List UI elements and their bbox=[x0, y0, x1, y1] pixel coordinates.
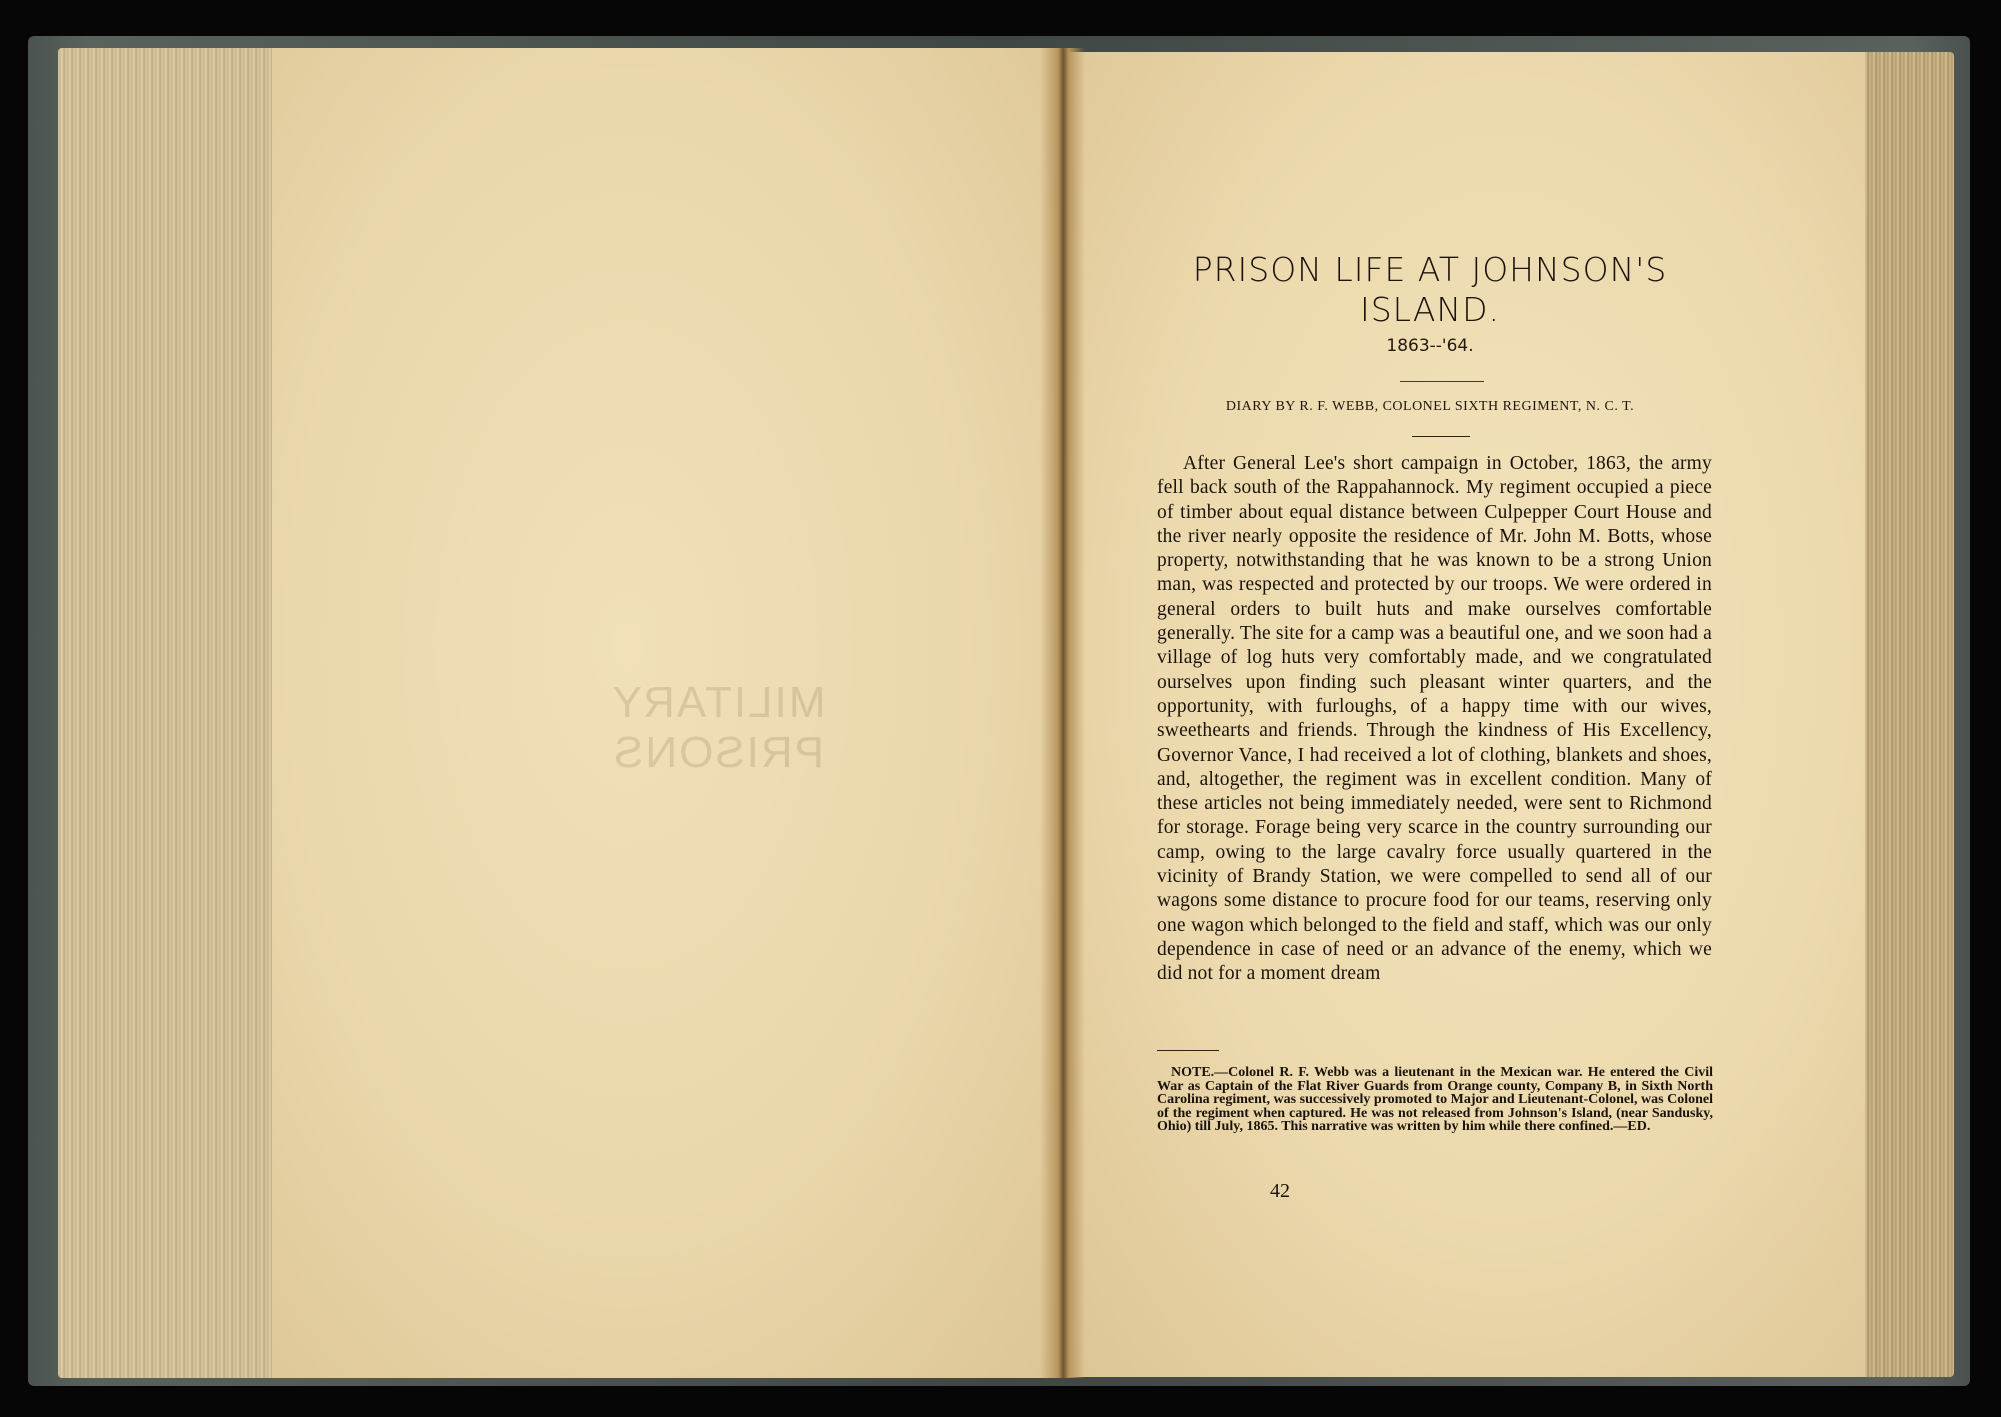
chapter-years: 1863--'64. bbox=[1386, 336, 1474, 356]
page-number: 42 bbox=[1270, 1180, 1290, 1202]
book-gutter bbox=[1040, 48, 1085, 1378]
body-paragraph: After General Lee's short campaign in October, 1863, the army fell back south of the Rappahannock. My regiment occupied a piece of timber about equal distance between Culpepper Court House and the river nearly opposite the residence of Mr. John M. Botts, whose property, notwithstanding that he was known to be a strong Union man, was respected and protected by our troops. We were ordered in general orders to built huts and make ourselves comfortable generally. The site for a camp was a beautiful one, and we soon had a village of log huts very comfortably made, and we congratulated ourselves upon finding such pleasant winter quarters, and the opportunity, with furloughs, of a happy time with our wives, sweethearts and friends. Through the kindness of His Excellency, Governor Vance, I had received a lot of clothing, blankets and shoes, and, altogether, the regiment was in excellent condition. Many of these articles not being immediately needed, were sent to Richmond for storage. Forage being very scarce in the country surrounding our camp, owing to the large cavalry force usually quartered in the vicinity of Brandy Station, we were compelled to send all of our wagons some distance to procure food for our teams, reserving only one wagon which belonged to the field and staff, which was our only dependence in case of need or an advance of the enemy, which we did not for a moment dream bbox=[1157, 453, 1712, 985]
show-through-heading: MILITARY PRISONS bbox=[610, 678, 826, 777]
title-rule bbox=[1400, 381, 1484, 382]
left-page-edges bbox=[58, 48, 273, 1378]
footnote: NOTE.—Colonel R. F. Webb was a lieutenant in the Mexican war. He entered the Civil War as Captain of the Flat River Guards from Orange county, Company B, in Sixth North Carolina regiment, was successively promoted to Major and Lieutenant-Colonel, was Colonel of the regiment when captured. He was not released from Johnson's Island, (near Sandusky, Ohio) till July, 1865. This narrative was written by him while there confined.—ED. bbox=[1157, 1065, 1713, 1135]
chapter-title-line-1: PRISON LIFE AT JOHNSON'S bbox=[1192, 250, 1668, 289]
chapter-title bbox=[1150, 250, 1710, 330]
right-page-edges bbox=[1862, 52, 1954, 1377]
byline-rule bbox=[1412, 436, 1470, 437]
chapter-title-line-2: ISLAND. bbox=[1360, 290, 1500, 329]
footnote-rule bbox=[1157, 1050, 1219, 1051]
chapter-byline: DIARY BY R. F. WEBB, COLONEL SIXTH REGIMENT, N. C. T. bbox=[1225, 399, 1635, 414]
